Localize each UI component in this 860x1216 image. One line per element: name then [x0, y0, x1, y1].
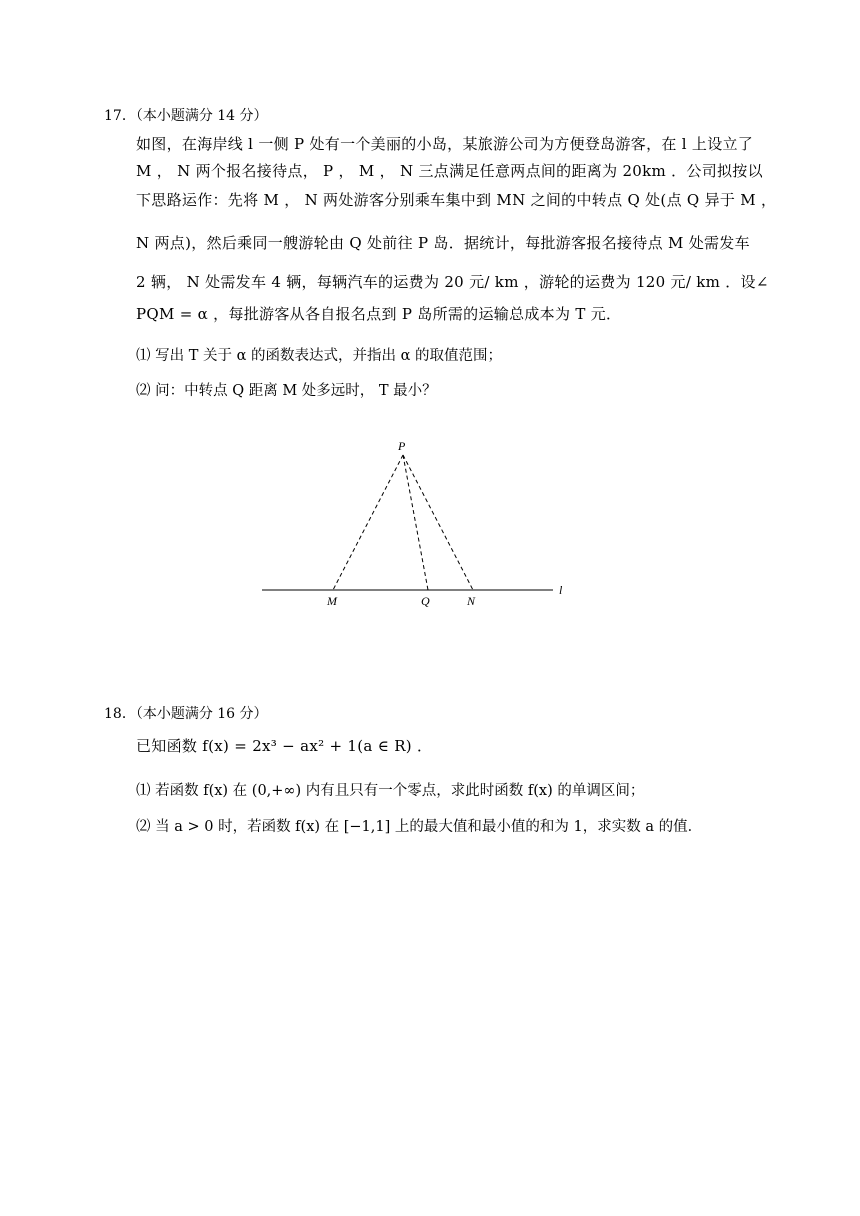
- problem-18-subquestion-1: ⑴ 若函数 f(x) 在 (0,+∞) 内有且只有一个零点，求此时函数 f(x) 的单调区间；: [136, 783, 645, 799]
- problem-17-line-1: 如图，在海岸线 l 一侧 P 处有一个美丽的小岛，某旅游公司为方便登岛游客，在 l 上设立了: [136, 135, 754, 153]
- problem-17-line-2: M ， N 两个报名接待点， P ， M ， N 三点满足任意两点间的距离为 20km ．公司拟按以: [136, 162, 763, 180]
- segment-PQ: [403, 455, 428, 590]
- label-N: N: [467, 594, 476, 608]
- problem-18-heading: 18．（本小题满分 16 分）: [104, 706, 268, 722]
- segment-PM: [333, 455, 403, 590]
- problem-17-line-5: 2 辆， N 处需发车 4 辆，每辆汽车的运费为 20 元/ km ，游轮的运费为 120 元/ km ．设∠: [136, 273, 769, 291]
- problem-17-line-6: PQM = α ，每批游客从各自报名点到 P 岛所需的运输总成本为 T 元．: [136, 305, 622, 323]
- problem-17-subquestion-2: ⑵ 问：中转点 Q 距离 M 处多远时， T 最小？: [136, 383, 437, 399]
- problem-17-subquestion-1: ⑴ 写出 T 关于 α 的函数表达式，并指出 α 的取值范围；: [136, 348, 503, 364]
- problem-18-subquestion-2: ⑵ 当 a > 0 时，若函数 f(x) 在 [−1,1] 上的最大值和最小值的和为 1，求实数 a 的值．: [136, 819, 703, 835]
- problem-17-heading: 17．（本小题满分 14 分）: [104, 108, 268, 124]
- label-l: l: [559, 583, 563, 597]
- problem-17-line-3: 下思路运作：先将 M ， N 两处游客分别乘车集中到 MN 之间的中转点 Q 处(点 Q 异于 M ，: [136, 191, 777, 209]
- problem-18-function: 已知函数 f(x) = 2x³ − ax² + 1(a ∈ R) ．: [136, 737, 433, 755]
- segment-PN: [403, 455, 473, 590]
- label-P: P: [398, 439, 406, 453]
- problem-17-line-4: N 两点)，然后乘同一艘游轮由 Q 处前往 P 岛．据统计，每批游客报名接待点 M 处需发车: [136, 234, 750, 252]
- label-Q: Q: [421, 594, 430, 608]
- label-M: M: [327, 594, 337, 608]
